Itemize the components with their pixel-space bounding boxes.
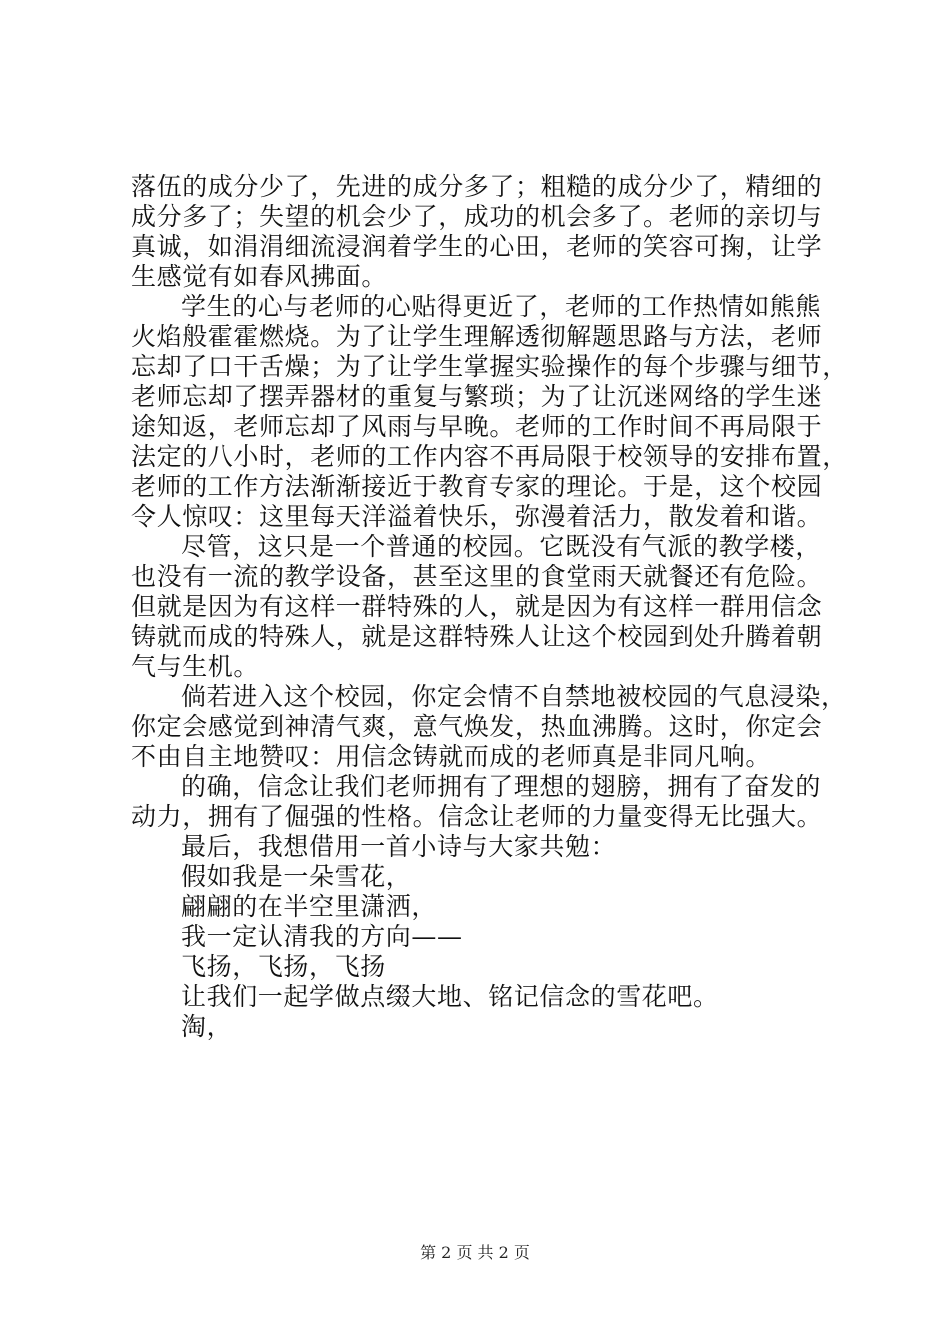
text-line: 也没有一流的教学设备，甚至这里的食堂雨天就餐还有危险。	[131, 562, 823, 591]
text-line: 法定的八小时，老师的工作内容不再局限于校领导的安排布置，	[131, 442, 848, 471]
text-line: 真诚，如涓涓细流浸润着学生的心田，老师的笑容可掬，让学	[131, 232, 823, 261]
text-line: 飞扬，飞扬，飞扬	[181, 952, 386, 981]
text-line: 我一定认清我的方向——	[181, 922, 463, 951]
text-line: 学生的心与老师的心贴得更近了，老师的工作热情如熊熊	[181, 292, 822, 321]
text-line: 落伍的成分少了，先进的成分多了；粗糙的成分少了，精细的	[131, 172, 823, 201]
document-body	[131, 172, 848, 1042]
text-line: 铸就而成的特殊人，就是这群特殊人让这个校园到处升腾着朝	[131, 622, 823, 651]
text-line: 翩翩的在半空里潇洒，	[181, 892, 438, 921]
text-line: 老师的工作方法渐渐接近于教育专家的理论。于是，这个校园	[131, 472, 823, 501]
text-line: 尽管，这只是一个普通的校园。它既没有气派的教学楼，	[181, 532, 822, 561]
text-line: 淘，	[181, 1012, 233, 1041]
text-line: 火焰般霍霍燃烧。为了让学生理解透彻解题思路与方法，老师	[131, 322, 823, 351]
text-line: 不由自主地赞叹：用信念铸就而成的老师真是非同凡响。	[131, 742, 772, 771]
page-footer: 第 2 页 共 2 页	[420, 1243, 530, 1262]
text-line: 的确，信念让我们老师拥有了理想的翅膀，拥有了奋发的	[181, 772, 822, 801]
text-line: 假如我是一朵雪花，	[181, 862, 412, 891]
text-line: 气与生机。	[131, 652, 260, 681]
text-line: 你定会感觉到神清气爽，意气焕发，热血沸腾。这时，你定会	[131, 712, 823, 741]
text-line: 成分多了；失望的机会少了，成功的机会多了。老师的亲切与	[131, 202, 823, 231]
text-line: 忘却了口干舌燥；为了让学生掌握实验操作的每个步骤与细节，	[131, 352, 848, 381]
text-line: 令人惊叹：这里每天洋溢着快乐，弥漫着活力，散发着和谐。	[131, 502, 823, 531]
text-line: 动力，拥有了倔强的性格。信念让老师的力量变得无比强大。	[131, 802, 823, 831]
text-line: 途知返，老师忘却了风雨与早晚。老师的工作时间不再局限于	[131, 412, 823, 441]
text-line: 倘若进入这个校园，你定会情不自禁地被校园的气息浸染，	[181, 682, 847, 711]
text-line: 老师忘却了摆弄器材的重复与繁琐；为了让沉迷网络的学生迷	[131, 382, 823, 411]
text-line: 生感觉有如春风拂面。	[131, 262, 388, 291]
text-line: 让我们一起学做点缀大地、铭记信念的雪花吧。	[181, 982, 719, 1011]
text-line: 但就是因为有这样一群特殊的人，就是因为有这样一群用信念	[131, 592, 823, 621]
text-line: 最后，我想借用一首小诗与大家共勉：	[181, 832, 617, 861]
